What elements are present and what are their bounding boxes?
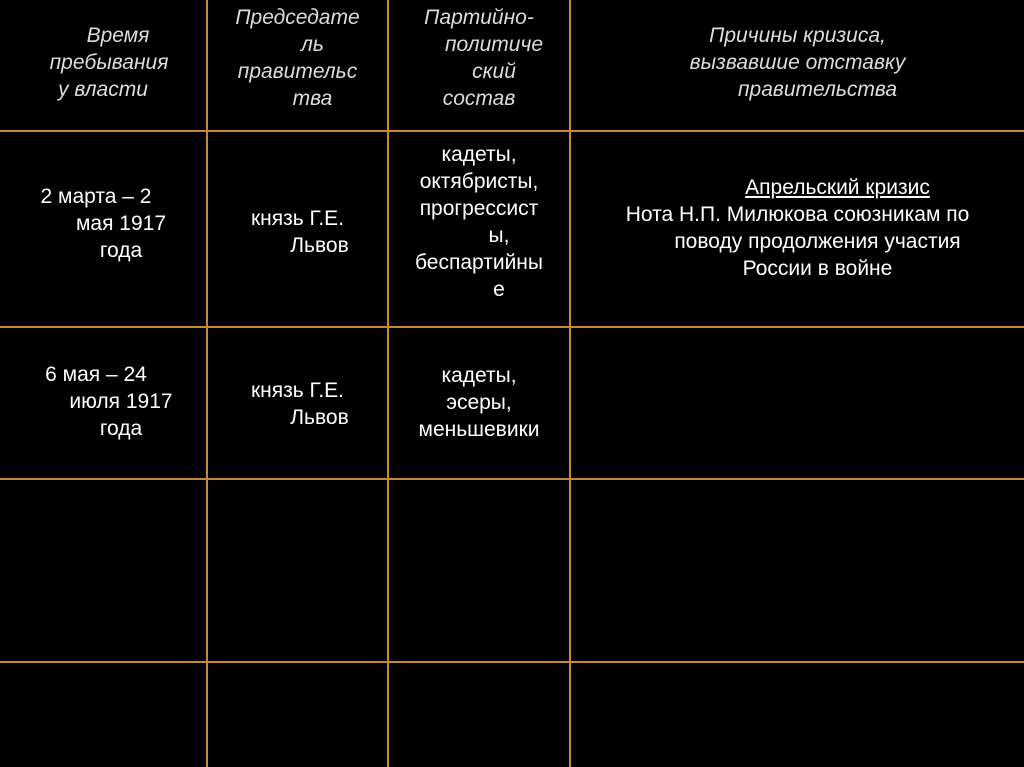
row1-parties [389, 141, 569, 303]
cell-text: беспартийны [414, 251, 543, 274]
cell-text: июля 1917 [69, 390, 173, 413]
crisis-text: поводу продолжения участия [674, 230, 961, 253]
header-text: Причины кризиса, [709, 24, 886, 47]
row1-crisis [571, 174, 1024, 282]
grid-line [0, 661, 1024, 663]
header-text: у власти [58, 78, 148, 101]
cell-text: мая 1917 [75, 212, 167, 235]
row1-period [0, 183, 206, 264]
header-text: политиче [444, 33, 544, 56]
cell-text: года [99, 417, 143, 440]
grid-line [0, 130, 1024, 132]
cell-text: 6 мая – 24 [45, 363, 147, 386]
header-text: правительства [737, 78, 898, 101]
grid-line [0, 326, 1024, 328]
cell-text: 2 марта – 2 [40, 185, 152, 208]
cell-text: прогрессист [419, 197, 539, 220]
header-text: состав [442, 87, 516, 110]
cell-text: эсеры, [446, 391, 512, 414]
cell-text: Львов [290, 234, 349, 257]
row1-chairman [208, 205, 387, 259]
grid-line [569, 0, 571, 767]
crisis-text: Нота Н.П. Милюкова союзникам по [625, 203, 970, 226]
header-crisis [571, 22, 1024, 103]
row2-parties [389, 362, 569, 443]
cell-text: кадеты, [441, 143, 517, 166]
cell-text: октябристы, [419, 170, 539, 193]
header-text: правительс [237, 60, 358, 83]
header-text: ль [301, 33, 324, 56]
cell-text: е [493, 278, 505, 301]
crisis-title: Апрельский кризис [745, 176, 930, 199]
cell-text: Львов [290, 406, 349, 429]
cell-text: меньшевики [418, 418, 540, 441]
header-text: вызвавшие отставку [689, 51, 906, 74]
header-chairman [208, 4, 387, 112]
cell-text: года [99, 239, 143, 262]
header-text: пребывания [49, 51, 169, 74]
header-text: Председате [235, 6, 360, 29]
grid-line [0, 478, 1024, 480]
header-text: Время [86, 24, 150, 47]
cell-text: князь Г.Е. [250, 207, 345, 230]
header-text: ский [472, 60, 516, 83]
header-period [0, 22, 206, 103]
header-text: тва [292, 87, 333, 110]
row2-period [0, 361, 206, 442]
crisis-text: России в войне [742, 257, 893, 280]
row2-chairman [208, 377, 387, 431]
cell-text: кадеты, [441, 364, 517, 387]
header-text: Партийно- [424, 6, 534, 29]
header-parties [389, 4, 569, 112]
cell-text: ы, [488, 224, 510, 247]
cell-text: князь Г.Е. [250, 379, 345, 402]
